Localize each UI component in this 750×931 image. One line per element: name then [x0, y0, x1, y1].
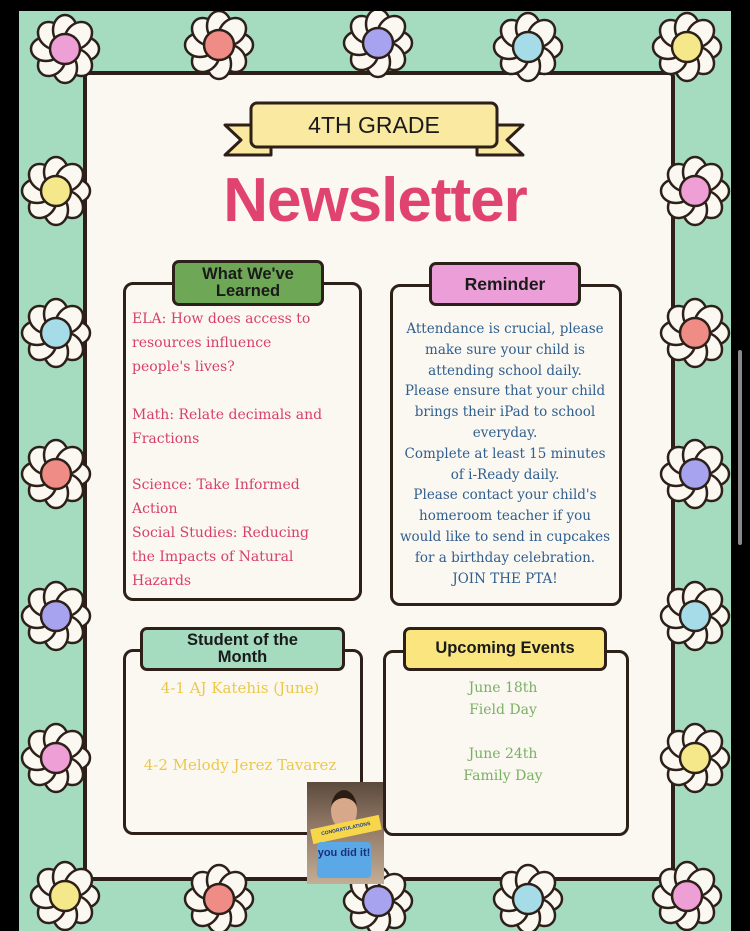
daisy-flower	[22, 440, 90, 508]
student-heading: Student of the Month	[187, 630, 298, 666]
reminder-line: Attendance is crucial, please	[406, 321, 604, 337]
events-heading: Upcoming Events	[435, 639, 575, 658]
newsletter-title: Newsletter	[223, 166, 527, 235]
daisy-flower	[31, 15, 99, 83]
reminder-heading: Reminder	[464, 273, 546, 294]
daisy-flower	[344, 11, 412, 77]
learned-heading: What We've Learned	[202, 264, 294, 300]
daisy-flower	[661, 724, 729, 792]
daisy-flower	[653, 862, 721, 930]
student-photo	[307, 782, 384, 884]
event-name: Family Day	[463, 768, 543, 784]
daisy-flower	[661, 299, 729, 367]
event-date: June 24th	[468, 746, 538, 762]
daisy-flower	[31, 862, 99, 930]
student-entry-2: 4-2 Melody Jerez Tavarez	[143, 756, 337, 774]
reminder-text	[399, 319, 611, 589]
reminder-line: attending school daily.	[428, 362, 582, 379]
photo-banner-text: CONGRATULATIONS	[320, 820, 372, 838]
events-tab	[403, 627, 607, 671]
reminder-line: would like to send in cupcakes	[399, 528, 611, 545]
scrollbar[interactable]	[738, 350, 742, 545]
daisy-flower	[22, 582, 90, 650]
reminder-line: everyday.	[472, 424, 538, 441]
reminder-line: make sure your child is	[425, 341, 585, 358]
grade-label: 4TH GRADE	[308, 111, 440, 138]
learned-list	[132, 307, 332, 593]
learned-item-math: Math: Relate decimals and Fractions	[132, 407, 323, 447]
reminder-line: of i-Ready daily.	[450, 466, 560, 483]
photo-sign	[317, 842, 371, 878]
learned-tab	[172, 260, 324, 306]
student-tab	[140, 627, 345, 671]
learned-item-ela: ELA: How does access to resources influence people's lives?	[132, 311, 311, 375]
reminder-line: Please ensure that your child	[404, 383, 606, 400]
newsletter-page	[19, 11, 731, 931]
daisy-flower	[494, 13, 562, 81]
reminder-line: for a birthday celebration.	[414, 549, 596, 566]
reminder-tab	[429, 262, 581, 306]
reminder-line: brings their iPad to school	[414, 404, 596, 421]
daisy-flower	[494, 865, 562, 931]
daisy-flower	[661, 440, 729, 508]
reminder-line: Please contact your child's	[413, 487, 597, 504]
events-list	[391, 677, 615, 787]
learned-item-social-studies: Social Studies: Reducing the Impacts of Natural Hazards	[132, 525, 310, 589]
daisy-flower	[22, 724, 90, 792]
daisy-flower	[185, 865, 253, 931]
reminder-line: homeroom teacher if you	[419, 508, 591, 525]
daisy-flower	[185, 11, 253, 79]
learned-item-science: Science: Take Informed Action	[132, 477, 300, 517]
daisy-flower	[661, 582, 729, 650]
student-entry-1: 4-1 AJ Katehis (June)	[160, 679, 320, 697]
event-date: June 18th	[468, 680, 538, 696]
reminder-line: JOIN THE PTA!	[452, 570, 558, 587]
event-name: Field Day	[469, 702, 537, 718]
daisy-flower	[22, 299, 90, 367]
reminder-line: Complete at least 15 minutes	[404, 445, 606, 462]
photo-sign-text: you did it!	[317, 847, 371, 859]
daisy-flower	[653, 13, 721, 81]
